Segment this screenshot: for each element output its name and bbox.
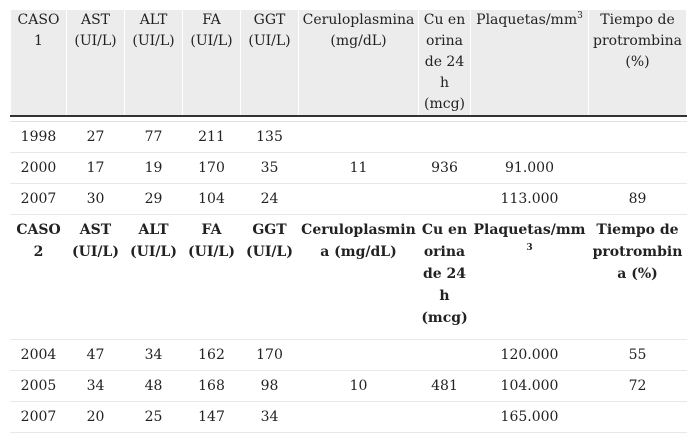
case1-header-ggt: GGT (UI/L) xyxy=(241,10,299,116)
case1-header-row xyxy=(11,10,687,116)
table-row xyxy=(11,402,687,433)
case1-r2-c3: 104 xyxy=(183,184,241,215)
case1-r2-c8: 89 xyxy=(589,184,687,215)
lab-results-table-container xyxy=(10,10,686,433)
case2-r0-c7: 120.000 xyxy=(471,340,589,371)
case1-header-fa: FA (UI/L) xyxy=(183,10,241,116)
case2-r0-c2: 34 xyxy=(125,340,183,371)
table-row xyxy=(11,184,687,215)
case1-r0-c0: 1998 xyxy=(11,122,67,153)
table-row xyxy=(11,153,687,184)
case2-header-plaquetas xyxy=(471,215,589,340)
case2-r1-c2: 48 xyxy=(125,371,183,402)
case2-r2-c4: 34 xyxy=(241,402,299,433)
case2-header-cu-orina: Cu en orina de 24 h (mcg) xyxy=(419,215,471,340)
case1-header-protrombina: Tiempo de protrombina (%) xyxy=(589,10,687,116)
case1-r0-c7 xyxy=(471,122,589,153)
case2-r1-c3: 168 xyxy=(183,371,241,402)
case2-r2-c2: 25 xyxy=(125,402,183,433)
lab-results-table xyxy=(10,10,687,433)
case2-r1-c4: 98 xyxy=(241,371,299,402)
case2-r0-c5 xyxy=(299,340,419,371)
case1-r2-c4: 24 xyxy=(241,184,299,215)
case1-header-plaquetas xyxy=(471,10,589,116)
case1-r1-c6: 936 xyxy=(419,153,471,184)
case2-header-alt: ALT (UI/L) xyxy=(125,215,183,340)
table-row xyxy=(11,371,687,402)
case2-header-ggt: GGT (UI/L) xyxy=(241,215,299,340)
case1-r0-c2: 77 xyxy=(125,122,183,153)
case2-header-caso: CASO 2 xyxy=(11,215,67,340)
case2-header-ast: AST (UI/L) xyxy=(67,215,125,340)
case2-header-row xyxy=(11,215,687,340)
case2-r2-c5 xyxy=(299,402,419,433)
case2-r1-c8: 72 xyxy=(589,371,687,402)
case1-header-plaquetas-label: Plaquetas/mm xyxy=(476,12,578,28)
case2-r0-c3: 162 xyxy=(183,340,241,371)
table-row xyxy=(11,340,687,371)
case1-r1-c1: 17 xyxy=(67,153,125,184)
case2-r2-c0: 2007 xyxy=(11,402,67,433)
case2-header-plaquetas-sup: 3 xyxy=(526,243,533,253)
case2-header-plaquetas-label: Plaquetas/mm xyxy=(473,222,586,238)
case2-r1-c0: 2005 xyxy=(11,371,67,402)
case1-r0-c5 xyxy=(299,122,419,153)
case2-r1-c5: 10 xyxy=(299,371,419,402)
case2-r1-c7: 104.000 xyxy=(471,371,589,402)
case1-r0-c6 xyxy=(419,122,471,153)
case2-r0-c1: 47 xyxy=(67,340,125,371)
case2-r0-c8: 55 xyxy=(589,340,687,371)
case2-r2-c3: 147 xyxy=(183,402,241,433)
case1-r0-c3: 211 xyxy=(183,122,241,153)
case1-header-ceruloplasmina: Ceruloplasmina (mg/dL) xyxy=(299,10,419,116)
case1-r1-c8 xyxy=(589,153,687,184)
table-row xyxy=(11,122,687,153)
case2-r2-c8 xyxy=(589,402,687,433)
case1-r2-c6 xyxy=(419,184,471,215)
case2-r0-c6 xyxy=(419,340,471,371)
case1-header-alt: ALT (UI/L) xyxy=(125,10,183,116)
case1-r2-c1: 30 xyxy=(67,184,125,215)
case1-r0-c8 xyxy=(589,122,687,153)
case1-r1-c0: 2000 xyxy=(11,153,67,184)
case2-r2-c1: 20 xyxy=(67,402,125,433)
case2-r2-c7: 165.000 xyxy=(471,402,589,433)
case1-r1-c2: 19 xyxy=(125,153,183,184)
case1-r0-c1: 27 xyxy=(67,122,125,153)
case1-header-caso: CASO 1 xyxy=(11,10,67,116)
case2-header-protrombina: Tiempo de protrombina (%) xyxy=(589,215,687,340)
case2-header-ceruloplasmina: Ceruloplasmina (mg/dL) xyxy=(299,215,419,340)
case2-r2-c6 xyxy=(419,402,471,433)
case1-header-cu-orina: Cu en orina de 24 h (mcg) xyxy=(419,10,471,116)
case1-header-ast: AST (UI/L) xyxy=(67,10,125,116)
case1-r0-c4: 135 xyxy=(241,122,299,153)
case1-r2-c7: 113.000 xyxy=(471,184,589,215)
case2-r0-c0: 2004 xyxy=(11,340,67,371)
case2-r1-c6: 481 xyxy=(419,371,471,402)
case1-r1-c5: 11 xyxy=(299,153,419,184)
case1-r2-c0: 2007 xyxy=(11,184,67,215)
case1-r2-c5 xyxy=(299,184,419,215)
case1-r1-c3: 170 xyxy=(183,153,241,184)
case2-r1-c1: 34 xyxy=(67,371,125,402)
case2-r0-c4: 170 xyxy=(241,340,299,371)
case1-header-plaquetas-sup: 3 xyxy=(577,11,583,21)
case1-r1-c4: 35 xyxy=(241,153,299,184)
case1-r2-c2: 29 xyxy=(125,184,183,215)
case1-r1-c7: 91.000 xyxy=(471,153,589,184)
case2-header-fa: FA (UI/L) xyxy=(183,215,241,340)
